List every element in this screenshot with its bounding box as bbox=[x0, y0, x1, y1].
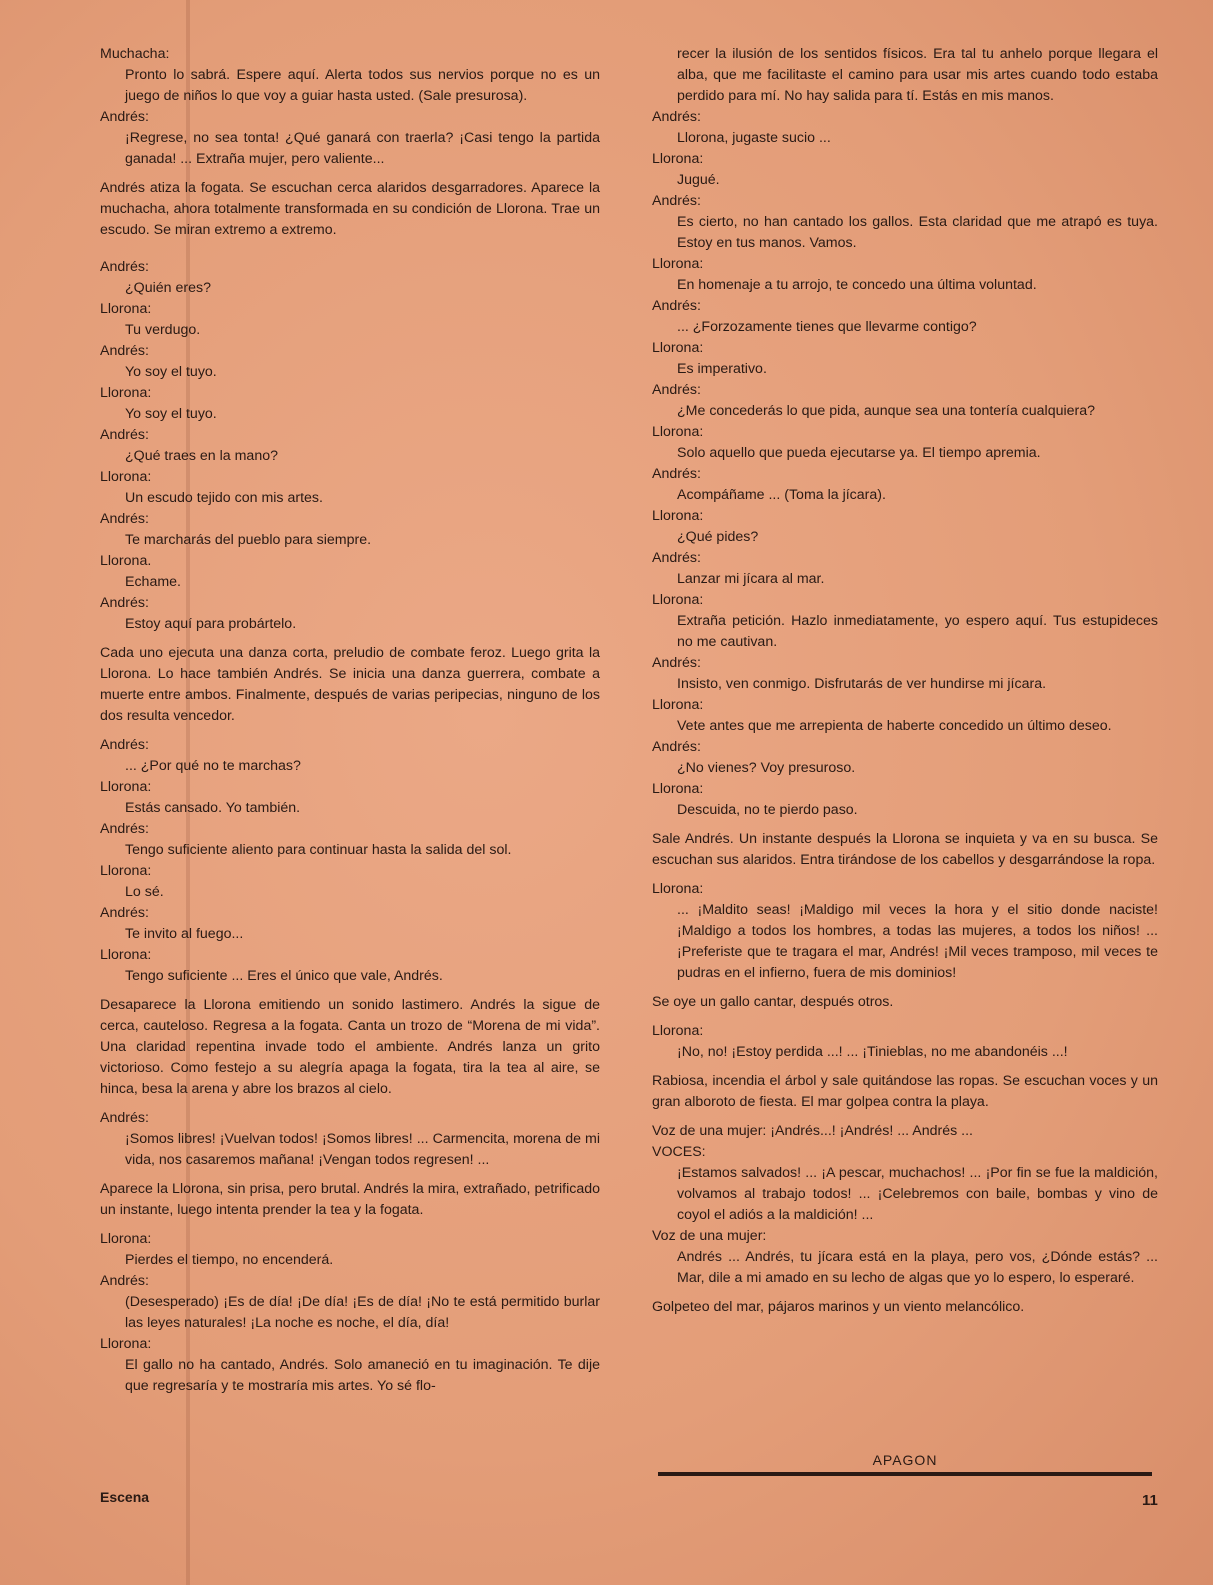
closing-rule bbox=[658, 1472, 1152, 1476]
speaker-name: Llorona. bbox=[100, 553, 152, 569]
dialogue-line: Pronto lo sabrá. Espere aquí. Alerta todos sus nervios porque no es un juego de niños lo que voy a guiar hasta usted. (Sale presurosa). bbox=[125, 67, 600, 104]
dialogue-line: Descuida, no te pierdo paso. bbox=[677, 802, 858, 818]
speaker-name: Andrés: bbox=[652, 550, 701, 566]
stage-direction: Golpeteo del mar, pájaros marinos y un viento melancólico. bbox=[652, 1299, 1025, 1315]
speaker-name: Llorona: bbox=[652, 697, 704, 713]
dialogue-line: Lanzar mi jícara al mar. bbox=[677, 571, 825, 587]
dialogue-line: Un escudo tejido con mis artes. bbox=[125, 490, 323, 506]
stage-direction: Andrés atiza la fogata. Se escuchan cerca alaridos desgarradores. Aparece la muchacha, ahora totalmente transformada en su condición de Llorona. Trae un escudo. Se miran extremo a extremo. bbox=[100, 180, 600, 238]
speaker-name: Muchacha: bbox=[100, 46, 170, 62]
speaker-name: Andrés: bbox=[100, 737, 149, 753]
dialogue-line: El gallo no ha cantado, Andrés. Solo amaneció en tu imaginación. Te dije que regresaría y te mostraría mis artes. Yo sé flo- bbox=[125, 1357, 600, 1394]
speaker-name: Llorona: bbox=[652, 881, 704, 897]
left-column bbox=[100, 44, 600, 1397]
dialogue-line: Llorona, jugaste sucio ... bbox=[677, 130, 831, 146]
speaker-name: Andrés: bbox=[100, 821, 149, 837]
dialogue-line: Estás cansado. Yo también. bbox=[125, 800, 301, 816]
dialogue-line: ¿Qué pides? bbox=[677, 529, 759, 545]
speaker-name: Voz de una mujer: ¡Andrés...! ¡Andrés! ... Andrés ... bbox=[652, 1123, 973, 1139]
speaker-name: Andrés: bbox=[100, 259, 149, 275]
speaker-name: Andrés: bbox=[652, 298, 701, 314]
dialogue-line: Extraña petición. Hazlo inmediatamente, yo espero aquí. Tus estupideces no me cautivan. bbox=[677, 613, 1158, 650]
dialogue-line: Es cierto, no han cantado los gallos. Esta claridad que me atrapó es tuya. Estoy en tus manos. Vamos. bbox=[677, 214, 1158, 251]
speaker-name: Llorona: bbox=[100, 469, 152, 485]
dialogue-line: ... ¡Maldito seas! ¡Maldigo mil veces la hora y el sitio donde naciste! ¡Maldigo a todos los hombres, a todas las mujeres, a todos los niños! ... ¡Preferiste que te tragara el mar, Andrés! ¡Mil veces tramposo, mil veces te pudras en el infierno, fuera de mis dominios! bbox=[677, 902, 1158, 981]
speaker-name: Llorona: bbox=[100, 863, 152, 879]
speaker-name: Andrés: bbox=[100, 427, 149, 443]
speaker-name: Andrés: bbox=[100, 343, 149, 359]
speaker-name: Llorona: bbox=[652, 256, 704, 272]
speaker-name: Andrés: bbox=[100, 109, 149, 125]
speaker-name: Llorona: bbox=[100, 947, 152, 963]
dialogue-line: ¿Qué traes en la mano? bbox=[125, 448, 278, 464]
dialogue-line: ¿No vienes? Voy presuroso. bbox=[677, 760, 856, 776]
speaker-name: Andrés: bbox=[652, 382, 701, 398]
dialogue-line: Tu verdugo. bbox=[125, 322, 201, 338]
speaker-name: Andrés: bbox=[100, 595, 149, 611]
stage-direction: Cada uno ejecuta una danza corta, preludio de combate feroz. Luego grita la Llorona. Lo hace también Andrés. Se inicia una danza guerrera, combate a muerte entre ambos. Finalmente, después de varias peripecias, ninguno de los dos resulta vencedor. bbox=[100, 645, 600, 724]
stage-direction: Se oye un gallo cantar, después otros. bbox=[652, 994, 894, 1010]
dialogue-line: Estoy aquí para probártelo. bbox=[125, 616, 297, 632]
page-number: 11 bbox=[1142, 1492, 1158, 1509]
speaker-name: Llorona: bbox=[100, 779, 152, 795]
publication-name: Escena bbox=[100, 1489, 150, 1505]
speaker-name: Llorona: bbox=[100, 1336, 152, 1352]
speaker-name: Llorona: bbox=[652, 1023, 704, 1039]
speaker-name: Llorona: bbox=[652, 781, 704, 797]
speaker-name: Andrés: bbox=[652, 466, 701, 482]
dialogue-line: Te marcharás del pueblo para siempre. bbox=[125, 532, 372, 548]
dialogue-line: Jugué. bbox=[677, 172, 720, 188]
dialogue-line: ¿Quién eres? bbox=[125, 280, 211, 296]
dialogue-line: Yo soy el tuyo. bbox=[125, 406, 217, 422]
speaker-name: Llorona: bbox=[652, 340, 704, 356]
dialogue-line: Solo aquello que pueda ejecutarse ya. El tiempo apremia. bbox=[677, 445, 1041, 461]
dialogue-line: ... ¿Forzozamente tienes que llevarme contigo? bbox=[677, 319, 977, 335]
dialogue-line: Tengo suficiente aliento para continuar hasta la salida del sol. bbox=[125, 842, 512, 858]
dialogue-line: Andrés ... Andrés, tu jícara está en la playa, pero vos, ¿Dónde estás? ... Mar, dile a mi amado en su lecho de algas que yo lo espero, lo esperaré. bbox=[677, 1249, 1158, 1286]
dialogue-line: ¡Estamos salvados! ... ¡A pescar, muchachos! ... ¡Por fin se fue la maldición, volvamos al trabajo todos! ... ¡Celebremos con baile, bombas y vino de coyol el adiós a la maldición! ... bbox=[677, 1165, 1158, 1223]
dialogue-line: Yo soy el tuyo. bbox=[125, 364, 217, 380]
dialogue-line: Pierdes el tiempo, no encenderá. bbox=[125, 1252, 334, 1268]
dialogue-line: En homenaje a tu arrojo, te concedo una última voluntad. bbox=[677, 277, 1037, 293]
speaker-name: Llorona: bbox=[100, 1231, 152, 1247]
speaker-name: Llorona: bbox=[652, 508, 704, 524]
dialogue-line: ¡Regrese, no sea tonta! ¿Qué ganará con traerla? ¡Casi tengo la partida ganada! ... Extraña mujer, pero valiente... bbox=[125, 130, 600, 167]
speaker-name: Llorona: bbox=[100, 301, 152, 317]
dialogue-line: Te invito al fuego... bbox=[125, 926, 244, 942]
dialogue-line: (Desesperado) ¡Es de día! ¡De día! ¡Es de día! ¡No te está permitido burlar las leyes naturales! ¡La noche es noche, el día, día! bbox=[125, 1294, 600, 1331]
speaker-name: Andrés: bbox=[652, 739, 701, 755]
stage-direction: Sale Andrés. Un instante después la Llorona se inquieta y va en su busca. Se escuchan sus alaridos. Entra tirándose de los cabellos y desgarrándose la ropa. bbox=[652, 831, 1158, 868]
speaker-name: Llorona: bbox=[652, 424, 704, 440]
speaker-name: Andrés: bbox=[100, 511, 149, 527]
dialogue-line: Echame. bbox=[125, 574, 181, 590]
stage-direction: Desaparece la Llorona emitiendo un sonido lastimero. Andrés la sigue de cerca, cauteloso. Regresa a la fogata. Canta un trozo de “Morena de mi vida”. Una claridad repentina invade todo el ambiente. Andrés lanza un grito victorioso. Como festejo a su alegría apaga la fogata, tira la tea al aire, se hinca, besa la arena y abre los brazos al cielo. bbox=[100, 997, 600, 1097]
right-column bbox=[652, 44, 1158, 1326]
speaker-name: Voz de una mujer: bbox=[652, 1228, 767, 1244]
speaker-name: Llorona: bbox=[100, 385, 152, 401]
speaker-name: Llorona: bbox=[652, 151, 704, 167]
dialogue-line: Insisto, ven conmigo. Disfrutarás de ver hundirse mi jícara. bbox=[677, 676, 1047, 692]
dialogue-line: Lo sé. bbox=[125, 884, 164, 900]
dialogue-line: ¿Me concederás lo que pida, aunque sea una tontería cualquiera? bbox=[677, 403, 1096, 419]
dialogue-line: Tengo suficiente ... Eres el único que vale, Andrés. bbox=[125, 968, 443, 984]
closing-stage-direction: APAGON bbox=[872, 1452, 938, 1468]
speaker-name: Andrés: bbox=[652, 109, 701, 125]
dialogue-line: Vete antes que me arrepienta de haberte concedido un último deseo. bbox=[677, 718, 1112, 734]
speaker-name: Andrés: bbox=[100, 1110, 149, 1126]
speaker-name: Llorona: bbox=[652, 592, 704, 608]
speaker-name: VOCES: bbox=[652, 1144, 706, 1160]
speaker-name: Andrés: bbox=[100, 905, 149, 921]
dialogue-line: ... ¿Por qué no te marchas? bbox=[125, 758, 301, 774]
stage-direction: Rabiosa, incendia el árbol y sale quitándose las ropas. Se escuchan voces y un gran alboroto de fiesta. El mar golpea contra la playa. bbox=[652, 1073, 1158, 1110]
speaker-name: Andrés: bbox=[652, 655, 701, 671]
spacer bbox=[100, 249, 600, 257]
dialogue-line: recer la ilusión de los sentidos físicos. Era tal tu anhelo porque llegara el alba, que me facilitaste el camino para usar mis artes cuando todo estaba perdido para mí. No hay salida para tí. Estás en mis manos. bbox=[677, 46, 1158, 104]
dialogue-line: Acompáñame ... (Toma la jícara). bbox=[677, 487, 886, 503]
dialogue-line: ¡No, no! ¡Estoy perdida ...! ... ¡Tinieblas, no me abandonéis ...! bbox=[677, 1044, 1068, 1060]
dialogue-line: Es imperativo. bbox=[677, 361, 767, 377]
dialogue-line: ¡Somos libres! ¡Vuelvan todos! ¡Somos libres! ... Carmencita, morena de mi vida, nos casaremos mañana! ¡Vengan todos regresen! ... bbox=[125, 1131, 600, 1168]
stage-direction: Aparece la Llorona, sin prisa, pero brutal. Andrés la mira, extrañado, petrificado un instante, luego intenta prender la tea y la fogata. bbox=[100, 1181, 600, 1218]
speaker-name: Andrés: bbox=[100, 1273, 149, 1289]
speaker-name: Andrés: bbox=[652, 193, 701, 209]
